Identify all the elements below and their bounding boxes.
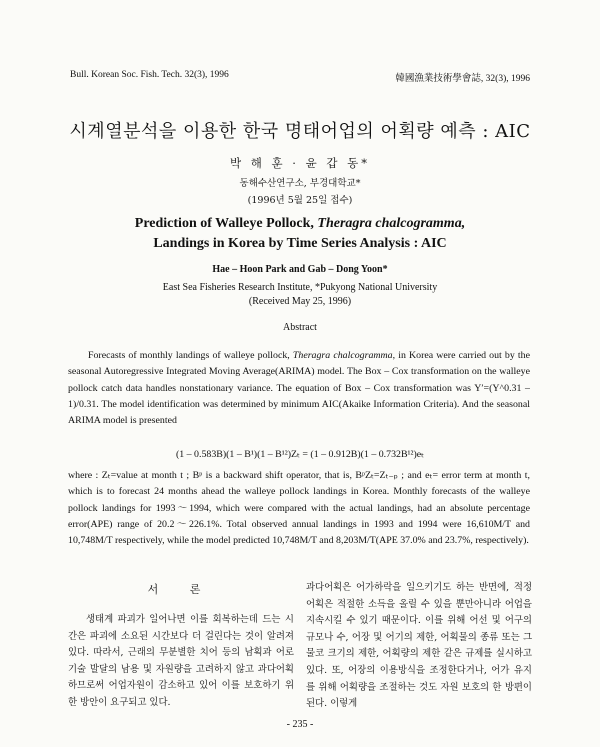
journal-header-right: 韓國漁業技術學會誌, 32(3), 1996 (395, 74, 530, 84)
korean-authors: 박 해 훈 · 윤 갑 동* (230, 156, 370, 170)
page-number: - 235 - (286, 719, 314, 730)
korean-received-date: (1996년 5월 25일 접수) (247, 195, 353, 206)
korean-affiliation: 동해수산연구소, 부경대학교* (239, 178, 361, 189)
section-heading-introduction: 서 론 (147, 583, 215, 596)
intro-right-column (306, 580, 532, 713)
abstract-heading: Abstract (283, 322, 317, 333)
abstract-p2-text: where : Zₜ=value at month t ; Bᵖ is a backward shift operator, that is, BᵖZₜ=Zₜ₋ₚ ; and eₜ= error term at month t, which is to forecast 24 months ahead the walleye pollock landings in Korea. Monthly forecasts of the walleye pollock landings for 1993～1994, which were compared with the actual landings, had an absolute percentage error(APE) range of 20.2～226.1%. Total observed annual landings in 1993 and 1994 were 16,610M/T and 10,748M/T respectively, while the model predicted 10,748M/T and 8,203M/T(APE 37.0% and 23.7%, respectively). (68, 470, 530, 547)
abstract-p1-text-a: Forecasts of monthly landings of walleye pollock, (88, 350, 293, 361)
arima-equation: (1 – 0.583B)(1 – B¹)(1 – B¹²)Zₜ = (1 – 0.912B)(1 – 0.732B¹²)eₜ (175, 449, 425, 460)
abstract-p1-species: Theragra chalcogramma (292, 350, 393, 361)
korean-title: 시계열분석을 이용한 한국 명태어업의 어획량 예측 : AIC (69, 121, 531, 142)
journal-header-left: Bull. Korean Soc. Fish. Tech. 32(3), 1996 (70, 70, 229, 80)
intro-left-paragraph: 생태계 파괴가 일어나면 이를 회복하는데 드는 시간은 파괴에 소요된 시간보다 더 걸린다는 것이 알려져 있다. 따라서, 근래의 무분별한 치어 등의 남획과 어로기술 발달의 남용 및 자원량을 고려하지 않고 과다어획하므로써 어업자원이 감소하고 있어 이를 보호하기 위한 방안이 요구되고 있다. (68, 614, 294, 708)
intro-left-column (68, 612, 294, 712)
abstract-p1-text-b: , in Korea were carried out by the seasonal Autoregressive Integrated Moving Average(ARIMA) model. The Box – Cox transformation on the walleye pollock catch data handles nonstationary variance. The equation of Box – Cox transformation was Y′=(Y^0.31 – 1)/0.31. The model identification was determined by minimum AIC(Akaike Information Criteria). And the seasonal ARIMA model is presented (68, 350, 530, 427)
intro-right-paragraph: 과다어획은 어가하락을 일으키기도 하는 반면에, 적정어획은 적절한 소득을 올릴 수 있을 뿐만아니라 어업을 지속시킬 수 있기 때문이다. 이를 위해 어선 및 어구의 규모나 수, 어장 및 어기의 제한, 어획물의 종류 또는 그물코 크기의 제한, 어획량의 제한 같은 규제를 실시하고 있다. 또, 어장의 이용방식을 조정한다거나, 어가 유지를 위해 어획량을 조절하는 것도 자원 보호의 한 방편이 된다. 이렇게 (306, 582, 532, 710)
english-affiliation: East Sea Fisheries Research Institute, *Pukyong National University (162, 282, 438, 293)
english-affiliation-block (0, 281, 600, 309)
abstract-paragraph-1 (68, 348, 530, 429)
english-title (0, 214, 600, 254)
english-title-part2: Landings in Korea by Time Series Analysis : AIC (153, 236, 447, 251)
english-authors: Hae – Hoon Park and Gab – Dong Yoon* (212, 264, 388, 275)
english-received-date: (Received May 25, 1996) (248, 296, 352, 307)
abstract-paragraph-2 (68, 468, 530, 549)
english-title-part1: Prediction of Walleye Pollock, (134, 216, 318, 231)
english-title-species: Theragra chalcogramma, (317, 216, 466, 231)
